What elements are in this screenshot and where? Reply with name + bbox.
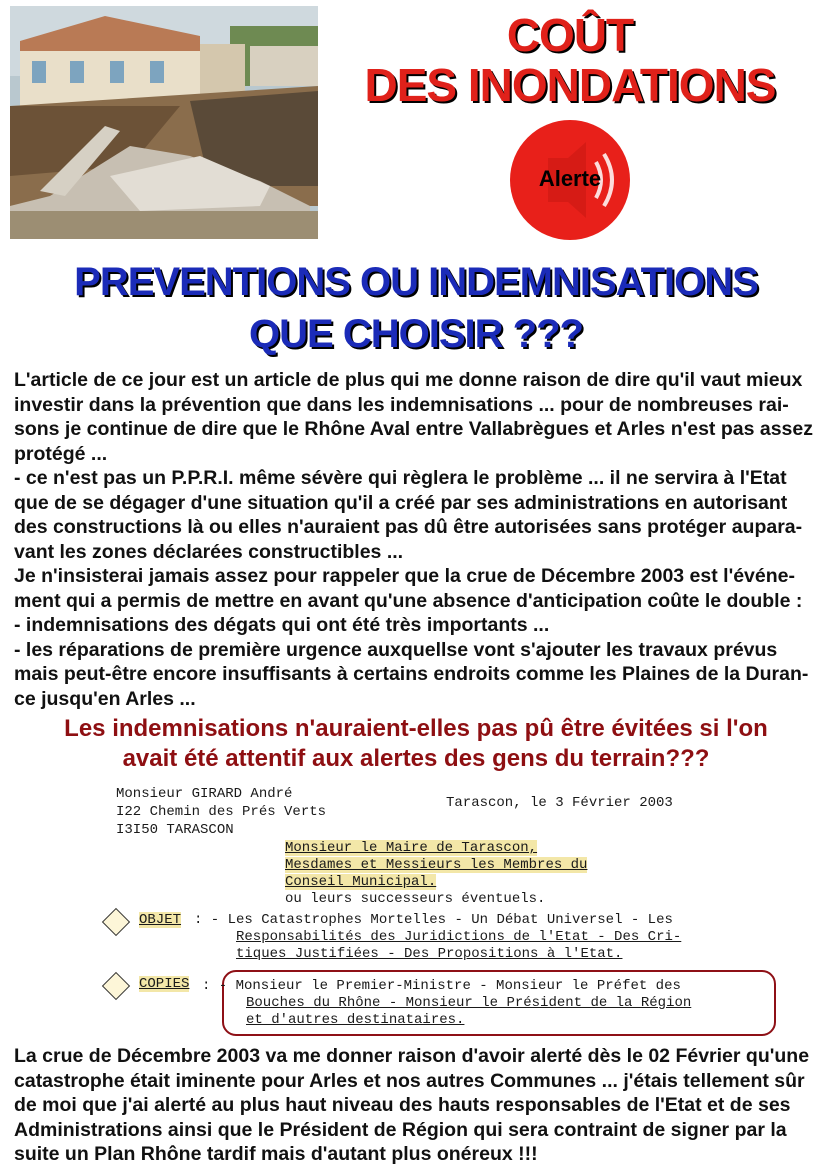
intro-line: vant les zones déclarées constructibles ...: [14, 540, 404, 563]
question-title-line1: PREVENTIONS OU INDEMNISATIONS: [74, 260, 758, 304]
letter-objet-line2: Responsabilités des Juridictions de l'Etat - Des Cri-: [236, 929, 682, 945]
letter-recipient-line4: ou leurs successeurs éventuels.: [285, 891, 546, 907]
main-title-line2: DES INONDATIONS: [364, 59, 776, 111]
intro-line: protégé ...: [14, 442, 108, 465]
main-title-line1: COÛT: [506, 9, 634, 61]
intro-line: sons je continue de dire que le Rhône Aval entre Vallabrègues et Arles n'est pas assez: [14, 418, 813, 440]
intro-line: des constructions là ou elles n'auraient pas dû être autorisées sans protéger aupara-: [14, 516, 803, 538]
intro-line: Je n'insisterai jamais assez pour rappeler que la crue de Décembre 2003 est l'événe-: [14, 565, 795, 587]
intro-line: L'article de ce jour est un article de plus qui me donne raison de dire qu'il vaut mieux: [14, 369, 803, 391]
intro-line: que de se dégager d'une situation qu'il a créé par ses administrations en autorisant: [14, 491, 788, 514]
letter-objet-line3: tiques Justifiées - Des Propositions à l'Etat.: [236, 946, 623, 962]
diamond-bullet-icon: [102, 908, 130, 936]
question-title-line2: QUE CHOISIR ???: [249, 312, 583, 356]
letter-copies-line2: Bouches du Rhône - Monsieur le Président de la Région: [246, 995, 692, 1011]
letter-copies-line3: et d'autres destinataires.: [246, 1012, 465, 1028]
letter-sender-street: I22 Chemin des Prés Verts: [116, 804, 327, 820]
letter-copies-line1: : - Monsieur le Premier-Ministre - Monsieur le Préfet des: [202, 978, 681, 994]
closing-line: catastrophe était iminente pour Arles et nos autres Communes ... j'étais tellement sûr: [14, 1069, 805, 1092]
flood-damage-photo: [10, 6, 318, 239]
letter-objet-line1: : - Les Catastrophes Mortelles - Un Débat Universel - Les: [194, 912, 673, 928]
closing-line: suite un Plan Rhône tardif mais d'autant plus onéreux !!!: [14, 1143, 538, 1165]
intro-paragraph: [14, 368, 822, 711]
letter-recipient-line3: Conseil Municipal.: [285, 874, 437, 890]
closing-paragraph: [14, 1044, 822, 1167]
intro-line: investir dans la prévention que dans les indemnisations ... pour de nombreuses rai-: [14, 393, 789, 416]
closing-line: La crue de Décembre 2003 va me donner raison d'avoir alerté dès le 02 Février qu'une: [14, 1045, 810, 1067]
letter-sender-name: Monsieur GIRARD André: [116, 786, 293, 802]
red-question-line1: Les indemnisations n'auraient-elles pas pû être évitées si l'on: [64, 715, 768, 742]
closing-line: de moi que j'ai alerté au plus haut niveau des hauts responsables de l'Etat et de ses: [14, 1094, 791, 1116]
intro-line: ment qui a permis de mettre en avant qu'une absence d'anticipation coûte le double :: [14, 589, 803, 612]
letter-recipient-line1: Monsieur le Maire de Tarascon,: [285, 840, 538, 856]
closing-line: Administrations ainsi que le Président de Région qui sera contraint de signer par la: [14, 1118, 787, 1141]
intro-line: - les réparations de première urgence auxquellse vont s'ajouter les travaux prévus: [14, 638, 778, 661]
red-question: [0, 714, 832, 774]
letter-place-date: Tarascon, le 3 Février 2003: [446, 795, 673, 811]
red-question-line2: avait été attentif aux alertes des gens du terrain???: [122, 745, 710, 772]
letter-sender-city: I3I50 TARASCON: [116, 822, 234, 838]
intro-line: - indemnisations des dégats qui ont été très importants ...: [14, 614, 550, 636]
letter-objet-label: OBJET: [139, 912, 182, 928]
intro-line: - ce n'est pas un P.P.R.I. même sévère qui règlera le problème ... il ne servira à l'Etat: [14, 467, 787, 489]
letter-recipient-line2: Mesdames et Messieurs les Membres du: [285, 857, 588, 873]
letter-copies-label: COPIES: [139, 976, 190, 992]
intro-line: mais peut-être encore insuffisants à certains endroits comme les Plaines de la Duran-: [14, 663, 809, 685]
alert-label: Alerte: [538, 166, 602, 191]
diamond-bullet-icon: [102, 972, 130, 1000]
intro-line: ce jusqu'en Arles ...: [14, 687, 196, 710]
